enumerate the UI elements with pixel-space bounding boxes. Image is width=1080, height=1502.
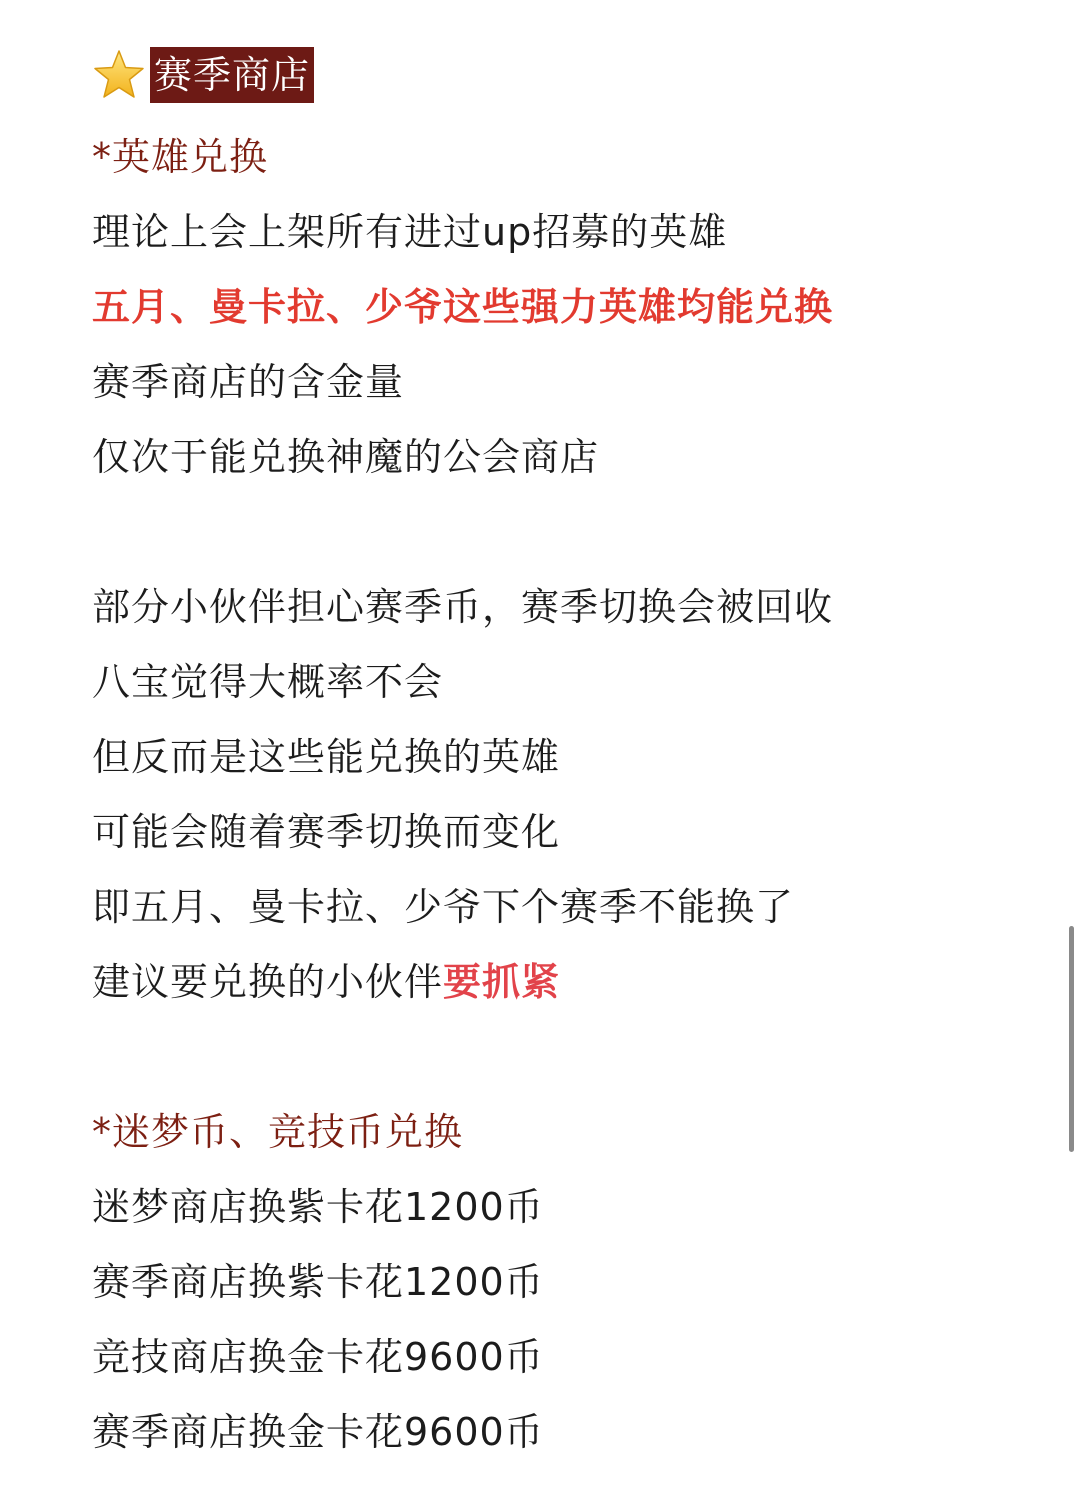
scrollbar[interactable]: [1069, 926, 1074, 1152]
highlight-segment: 要抓紧: [443, 960, 561, 1004]
text-line: 八宝觉得大概率不会: [92, 660, 444, 704]
text-line: 理论上会上架所有进过up招募的英雄: [92, 210, 728, 254]
list-item: 赛季商店换金卡花9600币: [92, 1410, 544, 1454]
text-line: 可能会随着赛季切换而变化: [92, 810, 561, 854]
text-line-with-highlight: [92, 945, 1042, 1020]
text-segment: 建议要兑换的小伙伴: [92, 960, 444, 1004]
list-item: 迷梦商店换紫卡花1200币: [92, 1185, 544, 1229]
star-icon: [92, 48, 146, 102]
highlight-line: 五月、曼卡拉、少爷这些强力英雄均能兑换: [92, 285, 834, 329]
list-item: 赛季商店换紫卡花1200币: [92, 1260, 544, 1304]
spacer: [92, 495, 1042, 570]
text-line: 但反而是这些能兑换的英雄: [92, 735, 561, 779]
section-title-row: [92, 44, 1042, 106]
text-line: 部分小伙伴担心赛季币，赛季切换会被回收: [92, 585, 834, 629]
list-item: 竞技商店换金卡花9600币: [92, 1335, 544, 1379]
article-content: [92, 44, 1042, 1470]
page-title: 赛季商店: [150, 47, 314, 103]
text-line: 即五月、曼卡拉、少爷下个赛季不能换了: [92, 885, 795, 929]
text-line: 仅次于能兑换神魔的公会商店: [92, 435, 600, 479]
coin-exchange-heading: *迷梦币、竞技币兑换: [92, 1110, 464, 1154]
text-line: 赛季商店的含金量: [92, 360, 405, 404]
spacer: [92, 1020, 1042, 1095]
hero-exchange-heading: *英雄兑换: [92, 135, 269, 179]
